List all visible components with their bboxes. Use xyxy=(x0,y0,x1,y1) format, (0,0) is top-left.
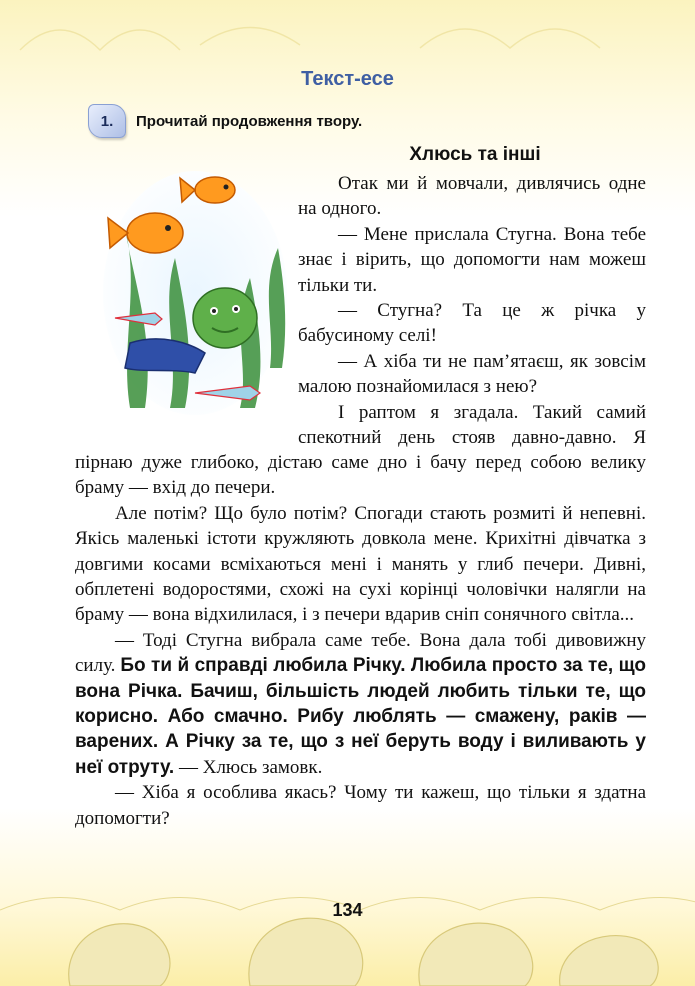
paragraph: — Мене прислала Стугна. Вона тебе знає і вірить, що допомогти нам можеш тільки ти. xyxy=(298,223,646,296)
dialog-tail: — Хлюсь замовк. xyxy=(178,756,323,778)
paragraph: І раптом я згадала. Такий самий спекотний день стояв давно-давно. Я xyxy=(298,401,646,449)
story-title: Хлюсь та інші xyxy=(409,144,541,165)
paragraph: — Стугна? Та це ж річка у бабусиному селі! xyxy=(298,300,646,347)
dialog-lead: — Тоді Стугна вибрала саме тебе. Вона дала тобі дивовижну силу. xyxy=(75,629,646,677)
paragraph-continuation: пірнаю дуже глибоко, дістаю саме дно і бачу перед собою велику браму — вхід до печери. xyxy=(75,452,646,499)
story-illustration xyxy=(100,168,290,418)
task-header xyxy=(88,104,362,138)
top-decoration xyxy=(0,0,695,60)
story-text-full-width xyxy=(75,450,646,831)
dialog-bold: Бо ти й справді любила Річку. Любила просто за те, що вона Річка. Бачиш, більшість людей любить тільки те, що корисно. Або смачно. Рибу люблять — смажену, раків — варених. А Річку за те, що з неї беруть воду і виливають у неї отруту. xyxy=(75,655,647,778)
page-number: 134 xyxy=(332,900,363,920)
paragraph-dialog xyxy=(75,628,646,780)
paragraph: Отак ми й мовчали, дивлячись одне на одного. xyxy=(298,173,646,220)
section-title: Текст-есе xyxy=(301,68,394,90)
paragraph: — А хіба ти не пам’ятаєш, як зовсім малою познайомилася з нею? xyxy=(298,350,646,398)
task-instruction: Прочитай продовження твору. xyxy=(136,112,363,130)
bottom-leaf-decoration xyxy=(0,870,695,986)
paragraph: — Хіба я особлива якась? Чому ти кажеш, що тільки я здатна допомогти? xyxy=(75,782,646,829)
story-text-right-column xyxy=(298,171,646,450)
paragraph: Але потім? Що було потім? Спогади стають розмиті й непевні. Якісь маленькі істоти кружляють довкола мене. Крихітні дівчатка з довгими косами всміхаються мені і манять у глиб печери. Дивні, обплетені водоростями, схожі на сухі корінці чоловічки налягли на браму — вона відхилилася, і з печери вдарив сніп сонячного світла... xyxy=(75,502,646,626)
task-number-badge: 1. xyxy=(88,104,126,138)
